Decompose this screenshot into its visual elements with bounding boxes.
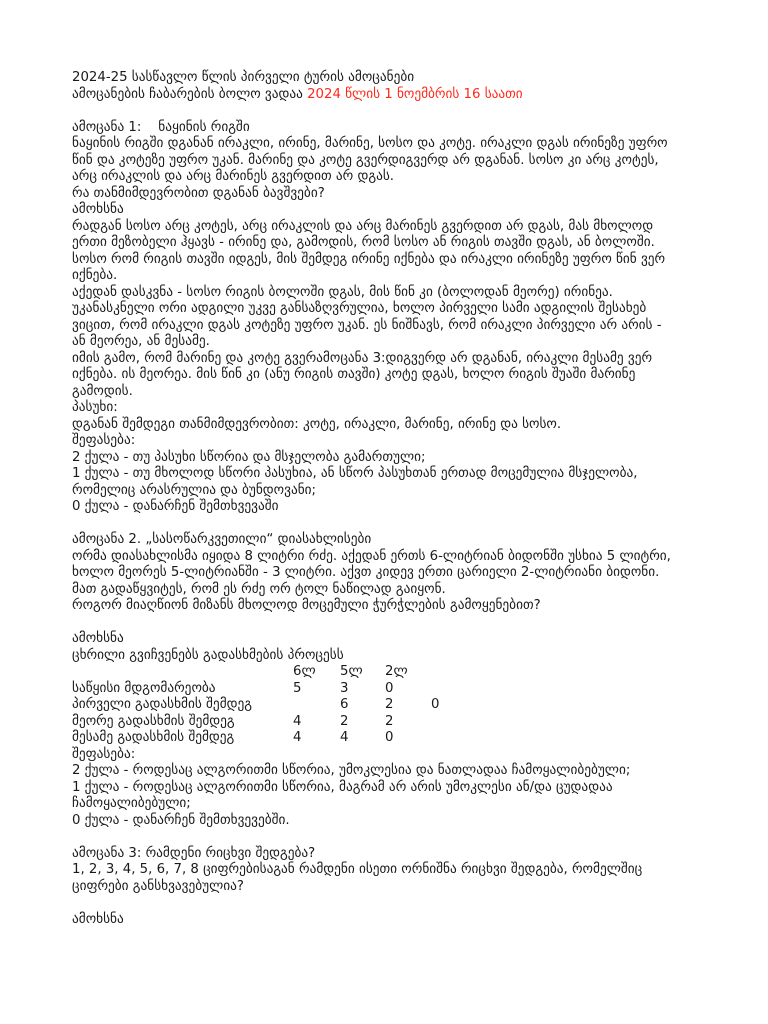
solution-line: იქნება. ის მეორეა. მის წინ კი (ანუ რიგის თავში) კოტე დგას, ხოლო რიგის შუაში მარინე [72, 367, 636, 382]
problem-heading: ამოცანა 3: რამდენი რიცხვი შედგება? [72, 845, 316, 861]
answer-text: დგანან შემდეგი თანმიმდევრობით: კოტე, ირაკლი, მარინე, ირინე და სოსო. [72, 416, 562, 432]
table-cell [293, 697, 340, 714]
solution-line: აქედან დასკვნა - სოსო რიგის ბოლოში დგას, მის წინ კი (ბოლოდან მეორე) ირინეა. [72, 284, 613, 300]
statement-line: 1, 2, 3, 4, 5, 6, 7, 8 ციფრებისაგან რამდენი ისეთი ორნიშნა რიცხვი შედგება, რომელშიც [72, 862, 643, 877]
table-cell: მესამე გადასხმის შემდეგ [72, 730, 235, 745]
table-cell: 2 [385, 713, 394, 729]
table-cell [431, 714, 461, 731]
problem-2 [72, 532, 712, 829]
grading-line: რომელიც არასრულია და ბუნდოვანი; [72, 482, 317, 498]
grading-label: შეფასება: [72, 746, 136, 762]
deadline-prefix: ამოცანების ჩაბარების ბოლო ვადაა [72, 86, 308, 102]
table-cell [431, 681, 461, 698]
table-row [72, 714, 461, 731]
table-cell: 0 [385, 680, 394, 696]
statement-line: ციფრები განსხვავებულია? [72, 878, 244, 894]
statement-line: როგორ მიაღწიონ მიზანს მხოლოდ მოცემული ჭურჭლების გამოყენებით? [72, 598, 541, 613]
table-header-cell: 6ლ [293, 664, 316, 679]
grading-line: 0 ქულა - დანარჩენ შემთხვევაში [72, 499, 279, 514]
table-cell: 5 [293, 680, 302, 696]
statement-line: წინ და კოტეზე უფრო უკან. მარინე და კოტე გვერდიგვერდ არ დგანან. სოსო კი არც კოტეს, [72, 152, 659, 168]
table-header-row [72, 664, 461, 681]
document-title: 2024-25 სასწავლო წლის პირველი ტურის ამოცანები [72, 70, 415, 85]
statement-line: არც ირაკლის და არც მარინეს გვერდით არ დგას. [72, 169, 395, 184]
problem-1 [72, 120, 712, 516]
solution-label: ამოხსნა [72, 911, 124, 927]
grading-label: შეფასება: [72, 433, 136, 448]
grading-line: 1 ქულა - თუ მხოლოდ სწორი პასუხია, ან სწორ პასუხთან ერთად მოცემულია მსჯელობა, [72, 466, 638, 481]
statement-line: ხოლო მეორეს 5-ლიტრიანში - 3 ლიტრი. აქვთ კიდევ ერთი ცარიელი 2-ლიტრიანი ბიდონი. [72, 565, 660, 580]
statement-line: ორმა დიასახლისმა იყიდა 8 ლიტრი რძე. აქედან ერთს 6-ლიტრიან ბიდონში უსხია 5 ლიტრი, [72, 548, 671, 564]
statement-line: რა თანმიმდევრობით დგანან ბავშვები? [72, 185, 325, 201]
table-row [72, 697, 461, 714]
table-cell [431, 730, 461, 747]
deadline-date: 2024 წლის 1 ნოემბრის 16 საათი [307, 86, 523, 102]
statement-line: ნაყინის რიგში დგანან ირაკლი, ირინე, მარინე, სოსო და კოტე. ირაკლი დგას ირინეზე უფრო [72, 136, 668, 151]
solution-line: სოსო რომ რიგის თავში იდგეს, მის შემდეგ ირინე იქნება და ირაკლი ირინეზე უფრო წინ ვერ [72, 251, 666, 267]
deadline-line [72, 87, 712, 104]
solution-line: იმის გამო, რომ მარინე და კოტე გვერამოცანა 3:დიგვერდ არ დგანან, ირაკლი მესამე ვერ [72, 350, 653, 366]
table-cell: პირველი გადასხმის შემდეგ [72, 697, 252, 712]
problem-heading: ამოცანა 2. „სასოწარკვეთილი“ დიასახლისები [72, 532, 372, 547]
solution-label: ამოხსნა [72, 631, 124, 646]
solution-line: იქნება. [72, 268, 118, 283]
table-header-cell: 2ლ [385, 664, 408, 679]
table-intro: ცხრილი გვიჩვენებს გადასხმების პროცესს [72, 647, 344, 663]
table-cell: 4 [293, 730, 302, 745]
table-cell: მეორე გადასხმის შემდეგ [72, 713, 235, 729]
grading-line: 0 ქულა - დანარჩენ შემთხვევებში. [72, 812, 290, 828]
table-cell: საწყისი მდგომარეობა [72, 680, 216, 696]
pouring-table [72, 664, 461, 747]
grading-line: 1 ქულა - როდესაც ალგორითმი სწორია, მაგრამ არ არის უმოკლესი ან/და ცუდადაა [72, 779, 613, 795]
table-cell: 2 [385, 697, 394, 712]
table-cell: 6 [340, 697, 349, 712]
problem-3 [72, 846, 712, 929]
statement-line: მათ გადაწყვიტეს, რომ ეს რძე ორ ტოლ ნაწილად გაიყონ. [72, 581, 446, 597]
table-cell: 4 [340, 730, 349, 745]
table-cell: 0 [431, 697, 440, 712]
table-cell: 0 [385, 730, 394, 745]
table-header-cell [431, 664, 461, 681]
table-cell: 4 [293, 713, 302, 729]
solution-label: ამოხსნა [72, 202, 124, 217]
document-body [72, 70, 712, 928]
solution-line: უკანასკნელი ორი ადგილი უკვე განსაზღვრულია, ხოლო პირველი სამი ადგილის შესახებ [72, 301, 647, 316]
grading-line: 2 ქულა - თუ პასუხი სწორია და მსჯელობა გამართული; [72, 449, 426, 465]
solution-line: ვიცით, რომ ირაკლი დგას კოტეზე უფრო უკან. ეს ნიშნავს, რომ ირაკლი პირველი არ არის - [72, 317, 662, 333]
grading-line: 2 ქულა - როდესაც ალგორითმი სწორია, უმოკლესია და ნათლადაა ჩამოყალიბებული; [72, 763, 631, 778]
solution-line: რადგან სოსო არც კოტეს, არც ირაკლის და არც მარინეს გვერდით არ დგას, მას მხოლოდ [72, 218, 654, 234]
solution-line: ერთი მეზობელი ჰყავს - ირინე და, გამოდის, რომ სოსო ან რიგის თავში დგას, ან ბოლოში. [72, 235, 655, 250]
table-cell: 3 [340, 680, 349, 696]
solution-line: ან მეორეა, ან მესამე. [72, 334, 210, 349]
table-row [72, 730, 461, 747]
table-cell: 2 [340, 713, 349, 729]
answer-label: პასუხი: [72, 400, 118, 415]
table-header-cell [72, 664, 293, 681]
grading-line: ჩამოყალიბებული; [72, 796, 191, 811]
table-row [72, 681, 461, 698]
problem-heading: ამოცანა 1: ნაყინის რიგში [72, 119, 250, 135]
solution-line: გამოდის. [72, 383, 133, 399]
table-header-cell: 5ლ [340, 664, 363, 679]
